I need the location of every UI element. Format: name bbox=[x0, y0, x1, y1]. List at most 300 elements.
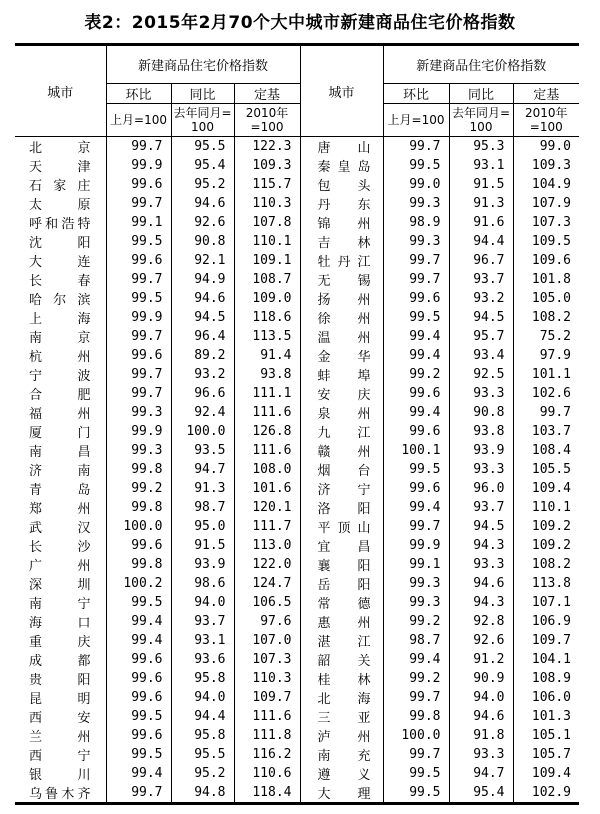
city-char: 庆 bbox=[357, 388, 371, 403]
base-value-right: 109.2 bbox=[513, 536, 579, 555]
city-char: 关 bbox=[357, 654, 371, 669]
table-row bbox=[15, 764, 579, 783]
mom-value-left: 99.6 bbox=[106, 175, 171, 194]
city-char: 和 bbox=[45, 217, 59, 232]
city-name bbox=[318, 156, 371, 175]
city-char: 郑 bbox=[29, 502, 43, 517]
city-cell-right bbox=[300, 346, 383, 365]
base-value-right: 109.4 bbox=[513, 479, 579, 498]
city-cell-right bbox=[300, 232, 383, 251]
header-base-sub-right bbox=[513, 104, 579, 137]
mom-value-right: 99.9 bbox=[383, 536, 449, 555]
city-name bbox=[29, 764, 91, 783]
city-char: 阳 bbox=[357, 559, 371, 574]
city-char: 重 bbox=[29, 635, 43, 650]
city-char: 州 bbox=[77, 350, 91, 365]
mom-value-right: 99.5 bbox=[383, 764, 449, 783]
mom-value-left: 99.6 bbox=[106, 251, 171, 270]
city-char: 埠 bbox=[357, 369, 371, 384]
table-body bbox=[15, 137, 579, 804]
mom-value-right: 98.9 bbox=[383, 213, 449, 232]
city-char: 温 bbox=[317, 331, 331, 346]
city-name bbox=[318, 175, 371, 194]
base-value-left: 107.0 bbox=[234, 631, 300, 650]
city-char: 石 bbox=[29, 179, 43, 194]
city-char: 平 bbox=[317, 521, 331, 536]
city-cell-left bbox=[15, 422, 106, 441]
city-char: 昌 bbox=[77, 445, 91, 460]
city-char: 南 bbox=[77, 464, 91, 479]
city-cell-left bbox=[15, 194, 106, 213]
mom-value-left: 99.5 bbox=[106, 289, 171, 308]
yoy-value-right: 92.6 bbox=[449, 631, 513, 650]
city-char: 北 bbox=[29, 141, 43, 156]
city-name bbox=[318, 441, 371, 460]
city-char: 州 bbox=[357, 217, 371, 232]
yoy-value-left: 94.7 bbox=[171, 460, 234, 479]
base-value-right: 109.3 bbox=[513, 156, 579, 175]
base-value-right: 99.0 bbox=[513, 137, 579, 157]
city-name bbox=[318, 498, 371, 517]
city-char: 阳 bbox=[77, 673, 91, 688]
city-char: 州 bbox=[357, 312, 371, 327]
mom-value-right: 99.2 bbox=[383, 612, 449, 631]
city-cell-left bbox=[15, 726, 106, 745]
city-char: 州 bbox=[357, 331, 371, 346]
yoy-value-right: 93.3 bbox=[449, 460, 513, 479]
table-row bbox=[15, 251, 579, 270]
city-char: 山 bbox=[357, 521, 371, 536]
city-char: 锦 bbox=[317, 217, 331, 232]
mom-value-right: 99.1 bbox=[383, 555, 449, 574]
base-value-right: 109.5 bbox=[513, 232, 579, 251]
mom-value-left: 99.4 bbox=[106, 612, 171, 631]
mom-value-right: 99.7 bbox=[383, 517, 449, 536]
mom-value-left: 99.6 bbox=[106, 726, 171, 745]
base-value-right: 104.9 bbox=[513, 175, 579, 194]
yoy-value-right: 93.2 bbox=[449, 289, 513, 308]
city-char: 东 bbox=[357, 198, 371, 213]
header-yoy-right: 同比 bbox=[449, 84, 513, 104]
mom-value-left: 99.8 bbox=[106, 498, 171, 517]
city-cell-left bbox=[15, 688, 106, 707]
city-name bbox=[318, 460, 371, 479]
table-row bbox=[15, 555, 579, 574]
city-cell-right bbox=[300, 194, 383, 213]
city-name bbox=[318, 745, 371, 764]
city-name bbox=[318, 536, 371, 555]
mom-value-left: 99.8 bbox=[106, 460, 171, 479]
yoy-value-left: 95.8 bbox=[171, 669, 234, 688]
yoy-value-right: 90.9 bbox=[449, 669, 513, 688]
city-char: 海 bbox=[357, 692, 371, 707]
city-char: 州 bbox=[357, 293, 371, 308]
city-char: 湛 bbox=[317, 635, 331, 650]
city-name bbox=[318, 479, 371, 498]
city-char: 大 bbox=[29, 255, 43, 270]
city-char: 肥 bbox=[77, 388, 91, 403]
yoy-value-left: 100.0 bbox=[171, 422, 234, 441]
table-row bbox=[15, 669, 579, 688]
city-char: 西 bbox=[29, 749, 43, 764]
mom-value-left: 99.3 bbox=[106, 403, 171, 422]
city-char: 丹 bbox=[337, 255, 351, 270]
base-value-left: 111.6 bbox=[234, 441, 300, 460]
mom-value-left: 99.6 bbox=[106, 536, 171, 555]
city-char: 昆 bbox=[29, 692, 43, 707]
city-name bbox=[29, 726, 91, 745]
city-name bbox=[318, 365, 371, 384]
city-char: 州 bbox=[77, 730, 91, 745]
mom-value-right: 100.0 bbox=[383, 726, 449, 745]
base-value-left: 111.7 bbox=[234, 517, 300, 536]
city-char: 义 bbox=[357, 768, 371, 783]
table-row bbox=[15, 783, 579, 804]
mom-value-right: 99.5 bbox=[383, 460, 449, 479]
base-value-right: 106.0 bbox=[513, 688, 579, 707]
city-char: 州 bbox=[357, 616, 371, 631]
yoy-value-right: 91.5 bbox=[449, 175, 513, 194]
city-char: 皇 bbox=[337, 160, 351, 175]
yoy-value-left: 89.2 bbox=[171, 346, 234, 365]
mom-value-right: 99.6 bbox=[383, 384, 449, 403]
city-char: 遵 bbox=[317, 768, 331, 783]
base-value-left: 106.5 bbox=[234, 593, 300, 612]
city-char: 都 bbox=[77, 654, 91, 669]
city-cell-left bbox=[15, 346, 106, 365]
yoy-value-left: 93.7 bbox=[171, 612, 234, 631]
mom-value-left: 99.8 bbox=[106, 555, 171, 574]
mom-value-left: 99.7 bbox=[106, 194, 171, 213]
yoy-value-left: 94.4 bbox=[171, 707, 234, 726]
base-value-left: 120.1 bbox=[234, 498, 300, 517]
city-char: 滨 bbox=[77, 293, 91, 308]
mom-value-left: 99.9 bbox=[106, 422, 171, 441]
table-row bbox=[15, 289, 579, 308]
city-cell-right bbox=[300, 460, 383, 479]
city-name bbox=[29, 270, 91, 289]
base-value-right: 75.2 bbox=[513, 327, 579, 346]
city-cell-right bbox=[300, 213, 383, 232]
yoy-value-left: 93.2 bbox=[171, 365, 234, 384]
base-value-left: 108.0 bbox=[234, 460, 300, 479]
city-name bbox=[29, 612, 91, 631]
city-char: 山 bbox=[357, 141, 371, 156]
city-char: 济 bbox=[29, 464, 43, 479]
city-cell-left bbox=[15, 498, 106, 517]
city-name bbox=[318, 232, 371, 251]
city-char: 头 bbox=[357, 179, 371, 194]
city-cell-right bbox=[300, 327, 383, 346]
city-name bbox=[318, 555, 371, 574]
city-cell-left bbox=[15, 555, 106, 574]
base-value-right: 108.2 bbox=[513, 555, 579, 574]
city-char: 岳 bbox=[317, 578, 331, 593]
city-char: 州 bbox=[77, 407, 91, 422]
mom-value-right: 99.4 bbox=[383, 403, 449, 422]
price-index-table bbox=[15, 43, 579, 805]
city-char: 齐 bbox=[77, 787, 91, 802]
table-row bbox=[15, 498, 579, 517]
city-name bbox=[29, 555, 91, 574]
city-cell-left bbox=[15, 270, 106, 289]
table-row bbox=[15, 194, 579, 213]
city-char: 川 bbox=[77, 768, 91, 783]
city-char: 特 bbox=[77, 217, 91, 232]
base-value-left: 111.8 bbox=[234, 726, 300, 745]
city-char: 福 bbox=[29, 407, 43, 422]
mom-value-right: 99.5 bbox=[383, 308, 449, 327]
base-value-left: 124.7 bbox=[234, 574, 300, 593]
city-name bbox=[318, 631, 371, 650]
city-char: 宁 bbox=[77, 597, 91, 612]
table-row bbox=[15, 726, 579, 745]
mom-value-right: 99.4 bbox=[383, 650, 449, 669]
base-value-left: 91.4 bbox=[234, 346, 300, 365]
city-cell-left bbox=[15, 251, 106, 270]
city-char: 成 bbox=[29, 654, 43, 669]
city-name bbox=[29, 232, 91, 251]
mom-value-left: 99.4 bbox=[106, 764, 171, 783]
city-cell-left bbox=[15, 460, 106, 479]
city-char: 武 bbox=[29, 521, 43, 536]
city-cell-right bbox=[300, 498, 383, 517]
yoy-value-right: 95.4 bbox=[449, 783, 513, 804]
city-char: 兰 bbox=[29, 730, 43, 745]
yoy-value-right: 93.7 bbox=[449, 270, 513, 289]
yoy-sub-line2: 100 bbox=[191, 120, 214, 134]
mom-value-left: 99.5 bbox=[106, 745, 171, 764]
city-char: 华 bbox=[357, 350, 371, 365]
mom-value-left: 99.7 bbox=[106, 270, 171, 289]
city-cell-right bbox=[300, 403, 383, 422]
city-char: 连 bbox=[77, 255, 91, 270]
base-value-left: 113.0 bbox=[234, 536, 300, 555]
mom-value-left: 100.2 bbox=[106, 574, 171, 593]
mom-value-left: 99.6 bbox=[106, 688, 171, 707]
city-char: 洛 bbox=[317, 502, 331, 517]
yoy-value-left: 91.3 bbox=[171, 479, 234, 498]
city-name bbox=[29, 688, 91, 707]
city-name bbox=[29, 460, 91, 479]
city-cell-left bbox=[15, 612, 106, 631]
mom-value-left: 99.7 bbox=[106, 137, 171, 157]
city-name bbox=[318, 327, 371, 346]
city-char: 锡 bbox=[357, 274, 371, 289]
city-char: 长 bbox=[29, 540, 43, 555]
city-cell-left bbox=[15, 783, 106, 804]
mom-value-right: 99.7 bbox=[383, 251, 449, 270]
yoy-value-right: 94.7 bbox=[449, 764, 513, 783]
base-value-left: 109.1 bbox=[234, 251, 300, 270]
table-row bbox=[15, 327, 579, 346]
table-title: 表2：2015年2月70个大中城市新建商品住宅价格指数 bbox=[84, 13, 516, 33]
city-name bbox=[29, 384, 91, 403]
city-char: 理 bbox=[357, 787, 371, 802]
header-base-right: 定基 bbox=[513, 84, 579, 104]
city-char: 杭 bbox=[29, 350, 43, 365]
city-cell-left bbox=[15, 403, 106, 422]
base-value-left: 109.7 bbox=[234, 688, 300, 707]
city-char: 海 bbox=[29, 616, 43, 631]
city-name bbox=[318, 422, 371, 441]
yoy-value-right: 90.8 bbox=[449, 403, 513, 422]
base-value-right: 110.1 bbox=[513, 498, 579, 517]
city-char: 昌 bbox=[357, 540, 371, 555]
yoy-value-left: 92.1 bbox=[171, 251, 234, 270]
city-cell-left bbox=[15, 707, 106, 726]
mom-value-right: 99.6 bbox=[383, 289, 449, 308]
yoy-value-left: 95.0 bbox=[171, 517, 234, 536]
header-index-group-left: 新建商品住宅价格指数 bbox=[106, 45, 300, 84]
yoy-value-left: 93.5 bbox=[171, 441, 234, 460]
city-cell-left bbox=[15, 308, 106, 327]
city-cell-left bbox=[15, 232, 106, 251]
city-char: 台 bbox=[357, 464, 371, 479]
base-value-right: 106.9 bbox=[513, 612, 579, 631]
table-row bbox=[15, 688, 579, 707]
city-name bbox=[29, 669, 91, 688]
yoy-value-left: 92.6 bbox=[171, 213, 234, 232]
base-value-left: 111.1 bbox=[234, 384, 300, 403]
city-name bbox=[318, 593, 371, 612]
city-cell-left bbox=[15, 669, 106, 688]
base-value-left: 126.8 bbox=[234, 422, 300, 441]
mom-value-right: 99.4 bbox=[383, 327, 449, 346]
city-char: 桂 bbox=[317, 673, 331, 688]
base-value-left: 97.6 bbox=[234, 612, 300, 631]
city-name bbox=[318, 650, 371, 669]
city-cell-right bbox=[300, 764, 383, 783]
yoy-value-right: 96.0 bbox=[449, 479, 513, 498]
yoy-value-left: 96.6 bbox=[171, 384, 234, 403]
base-value-right: 101.1 bbox=[513, 365, 579, 384]
mom-value-right: 99.6 bbox=[383, 422, 449, 441]
base-value-right: 105.5 bbox=[513, 460, 579, 479]
base-value-right: 101.8 bbox=[513, 270, 579, 289]
city-char: 唐 bbox=[317, 141, 331, 156]
city-char: 州 bbox=[77, 502, 91, 517]
city-name bbox=[29, 346, 91, 365]
yoy-value-right: 91.3 bbox=[449, 194, 513, 213]
city-char: 南 bbox=[29, 445, 43, 460]
yoy-value-left: 94.0 bbox=[171, 688, 234, 707]
table-row bbox=[15, 650, 579, 669]
city-char: 泸 bbox=[317, 730, 331, 745]
base-value-left: 111.6 bbox=[234, 403, 300, 422]
table-row bbox=[15, 137, 579, 157]
city-char: 林 bbox=[357, 673, 371, 688]
yoy-value-right: 95.7 bbox=[449, 327, 513, 346]
header-index-group-right: 新建商品住宅价格指数 bbox=[383, 45, 579, 84]
base-value-right: 103.7 bbox=[513, 422, 579, 441]
base-value-right: 108.2 bbox=[513, 308, 579, 327]
city-cell-right bbox=[300, 251, 383, 270]
city-name bbox=[29, 156, 91, 175]
table-row bbox=[15, 479, 579, 498]
city-name bbox=[318, 612, 371, 631]
city-cell-right bbox=[300, 745, 383, 764]
city-name bbox=[318, 194, 371, 213]
table-row bbox=[15, 346, 579, 365]
base-value-right: 109.2 bbox=[513, 517, 579, 536]
yoy-value-left: 95.8 bbox=[171, 726, 234, 745]
city-char: 州 bbox=[357, 445, 371, 460]
city-name bbox=[29, 422, 91, 441]
city-char: 上 bbox=[29, 312, 43, 327]
city-cell-left bbox=[15, 536, 106, 555]
yoy-value-left: 92.4 bbox=[171, 403, 234, 422]
city-char: 烟 bbox=[317, 464, 331, 479]
base-value-right: 105.7 bbox=[513, 745, 579, 764]
yoy-value-right: 93.3 bbox=[449, 745, 513, 764]
header-base-left: 定基 bbox=[234, 84, 300, 104]
mom-value-left: 99.7 bbox=[106, 327, 171, 346]
mom-value-right: 99.0 bbox=[383, 175, 449, 194]
yoy-value-left: 96.4 bbox=[171, 327, 234, 346]
table-row bbox=[15, 403, 579, 422]
yoy-value-left: 94.5 bbox=[171, 308, 234, 327]
yoy-value-left: 94.9 bbox=[171, 270, 234, 289]
table-row bbox=[15, 612, 579, 631]
city-cell-right bbox=[300, 289, 383, 308]
city-cell-right bbox=[300, 156, 383, 175]
city-char: 宁 bbox=[357, 483, 371, 498]
city-char: 襄 bbox=[317, 559, 331, 574]
city-char: 沙 bbox=[77, 540, 91, 555]
city-char: 泉 bbox=[317, 407, 331, 422]
mom-value-left: 99.7 bbox=[106, 783, 171, 804]
city-char: 秦 bbox=[317, 160, 331, 175]
mom-value-right: 99.3 bbox=[383, 194, 449, 213]
city-cell-left bbox=[15, 479, 106, 498]
yoy-value-left: 94.8 bbox=[171, 783, 234, 804]
city-name bbox=[318, 213, 371, 232]
city-cell-right bbox=[300, 175, 383, 194]
city-char: 州 bbox=[77, 559, 91, 574]
city-char: 圳 bbox=[77, 578, 91, 593]
city-cell-left bbox=[15, 327, 106, 346]
base-value-left: 118.6 bbox=[234, 308, 300, 327]
city-char: 浩 bbox=[61, 217, 75, 232]
yoy-value-right: 94.0 bbox=[449, 688, 513, 707]
city-char: 蚌 bbox=[317, 369, 331, 384]
city-char: 西 bbox=[29, 711, 43, 726]
city-name bbox=[318, 688, 371, 707]
city-char: 岛 bbox=[357, 160, 371, 175]
city-cell-left bbox=[15, 764, 106, 783]
yoy-value-left: 91.5 bbox=[171, 536, 234, 555]
city-char: 安 bbox=[317, 388, 331, 403]
city-name bbox=[29, 498, 91, 517]
city-cell-left bbox=[15, 137, 106, 157]
yoy-value-right: 93.4 bbox=[449, 346, 513, 365]
mom-value-left: 99.6 bbox=[106, 346, 171, 365]
base-value-left: 115.7 bbox=[234, 175, 300, 194]
base-value-right: 99.7 bbox=[513, 403, 579, 422]
city-char: 京 bbox=[77, 141, 91, 156]
table-row bbox=[15, 707, 579, 726]
header-mom-sub-left bbox=[106, 104, 171, 137]
city-name bbox=[318, 517, 371, 536]
city-char: 明 bbox=[77, 692, 91, 707]
table-row bbox=[15, 365, 579, 384]
table-row bbox=[15, 384, 579, 403]
base-value-left: 93.8 bbox=[234, 365, 300, 384]
city-char: 宁 bbox=[77, 749, 91, 764]
base-value-left: 110.3 bbox=[234, 669, 300, 688]
city-char: 金 bbox=[317, 350, 331, 365]
